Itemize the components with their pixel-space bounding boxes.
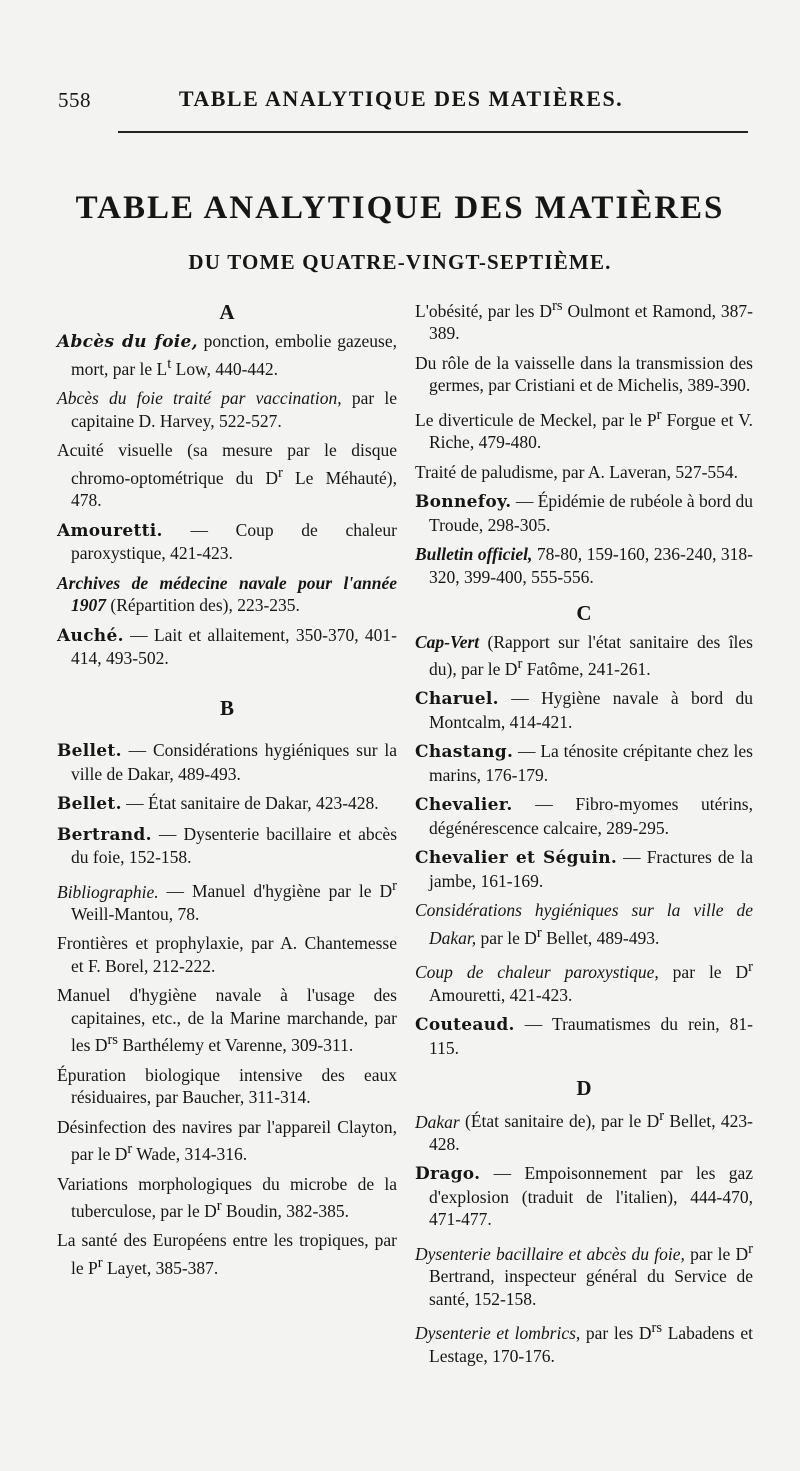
entry-text: Acuité visuelle (sa mesure par le disque chromo-optométrique du $D^r$ Le Méhauté), 478. bbox=[57, 440, 398, 511]
entry-text: Le diverticule de Meckel, par le $P^r$ Forgue et V. Riche, 479-480. bbox=[415, 406, 753, 453]
entry-keyword: Drago. bbox=[415, 1164, 481, 1185]
index-entry bbox=[57, 1173, 397, 1223]
index-entry bbox=[415, 740, 753, 786]
index-entry bbox=[57, 1229, 397, 1279]
entry-text: (État sanitaire de), par le $D^r$ Bellet, 423-428. bbox=[429, 1108, 753, 1154]
entry-text: par le $D^r$ Bertrand, inspecteur général du Service de santé, 152-158. bbox=[429, 1240, 753, 1309]
entry-text: — La ténosite crépitante chez les marins, 176-179. bbox=[429, 741, 753, 785]
entry-text: ponction, embolie gazeuse, mort, par le $L^t$ Low, 440-442. bbox=[71, 330, 397, 379]
entry-text: L'obésité, par les $D^{rs}$ Oulmont et Ramond, 387-389. bbox=[415, 298, 753, 344]
index-entry bbox=[415, 956, 753, 1006]
entry-keyword: Amouretti. bbox=[57, 520, 163, 541]
index-entry bbox=[57, 876, 397, 926]
index-entry bbox=[415, 793, 753, 839]
index-entry bbox=[415, 1162, 753, 1231]
entry-keyword: Cap-Vert bbox=[415, 631, 480, 652]
entry-keyword: Dakar bbox=[415, 1111, 460, 1132]
entry-text: Manuel d'hygiène navale à l'usage des capitaines, etc., de la Marine marchande, par les $D^{rs}$ Barthélemy et Varenne, 309-311. bbox=[57, 985, 397, 1056]
entry-keyword: Bibliographie. bbox=[57, 881, 159, 902]
entry-text: par le capitaine D. Harvey, 522-527. bbox=[71, 388, 397, 431]
index-entry bbox=[415, 1013, 753, 1059]
entry-keyword: Coup de chaleur paroxystique, bbox=[415, 962, 659, 983]
entry-text: — Manuel d'hygiène par le $D^r$ Weill-Mantou, 78. bbox=[71, 878, 397, 924]
index-entry bbox=[415, 846, 753, 892]
entry-text: — Dysenterie bacillaire et abcès du foie, 152-158. bbox=[71, 823, 397, 868]
section-letter-a: A bbox=[219, 300, 235, 324]
section-letter-d: D bbox=[576, 1076, 592, 1101]
index-entry bbox=[57, 1064, 397, 1109]
entry-text: par les $D^{rs}$ Labadens et Lestage, 170-176. bbox=[429, 1320, 753, 1366]
entry-text: — Considérations hygiéniques sur la ville de Dakar, 489-493. bbox=[71, 740, 397, 784]
index-entry bbox=[57, 387, 397, 432]
index-entry bbox=[415, 490, 753, 536]
entry-text: Traité de paludisme, par A. Laveran, 527-554. bbox=[415, 461, 739, 482]
index-entry bbox=[57, 572, 397, 617]
entry-keyword: Bertrand. bbox=[57, 824, 152, 845]
page-title: TABLE ANALYTIQUE DES MATIÈRES bbox=[75, 190, 725, 226]
index-entry bbox=[415, 295, 753, 345]
entry-keyword: Dysenterie et lombrics, bbox=[415, 1323, 581, 1344]
running-header bbox=[58, 78, 744, 118]
entry-keyword: Charuel. bbox=[415, 689, 499, 710]
entry-keyword: Abcès du foie traité par vaccination, bbox=[57, 388, 342, 409]
index-entry bbox=[57, 624, 397, 670]
header-rule bbox=[118, 131, 748, 133]
entry-keyword: Bonnefoy. bbox=[415, 492, 512, 513]
entry-keyword: Bellet. bbox=[57, 794, 122, 815]
index-entry bbox=[57, 519, 397, 565]
section-letter-b: B bbox=[219, 695, 234, 720]
page-subtitle: DU TOME QUATRE-VINGT-SEPTIÈME. bbox=[188, 250, 612, 274]
entry-text: Désinfection des navires par l'appareil Clayton, par le $D^r$ Wade, 314-316. bbox=[57, 1116, 397, 1165]
right-column bbox=[415, 295, 753, 1374]
entry-keyword: Couteaud. bbox=[415, 1015, 515, 1036]
index-entry bbox=[57, 792, 397, 816]
left-column bbox=[57, 295, 397, 1286]
entry-text: — Fibro-myomes utérins, dégénérescence calcaire, 289-295. bbox=[429, 794, 753, 838]
entry-text: par le $D^r$ Amouretti, 421-423. bbox=[429, 959, 753, 1005]
entry-keyword: Bulletin officiel, bbox=[415, 544, 533, 565]
index-entry bbox=[57, 1116, 397, 1166]
index-entry bbox=[415, 404, 753, 454]
entry-text: — Épidémie de rubéole à bord du Troude, 298-305. bbox=[429, 491, 753, 535]
page-number: 558 bbox=[58, 88, 91, 112]
index-entry bbox=[415, 1106, 753, 1156]
entry-keyword: Chastang. bbox=[415, 742, 514, 763]
index-entry bbox=[57, 439, 397, 511]
entry-text: — Empoisonnement par les gaz d'explosion (traduit de l'italien), 444-470, 471-477. bbox=[429, 1163, 753, 1230]
index-entry bbox=[415, 899, 753, 949]
entry-text: (Répartition des), 223-235. bbox=[106, 595, 300, 616]
entry-keyword: Abcès du foie, bbox=[57, 331, 198, 352]
index-entry bbox=[415, 461, 753, 484]
entry-text: Frontières et prophylaxie, par A. Chantemesse et F. Borel, 212-222. bbox=[57, 933, 397, 976]
index-entry bbox=[415, 352, 753, 397]
index-entry bbox=[415, 1238, 753, 1310]
entry-text: — Traumatismes du rein, 81-115. bbox=[429, 1014, 753, 1058]
index-entry bbox=[57, 739, 397, 785]
section-letter-c: C bbox=[576, 601, 592, 626]
entry-text: — Hygiène navale à bord du Montcalm, 414-421. bbox=[429, 688, 753, 732]
index-entry bbox=[415, 631, 753, 681]
entry-text: Variations morphologiques du microbe de la tuberculose, par le $D^r$ Boudin, 382-385. bbox=[57, 1173, 397, 1221]
entry-text: — Lait et allaitement, 350-370, 401-414, 493-502. bbox=[71, 624, 397, 669]
entry-text: — État sanitaire de Dakar, 423-428. bbox=[121, 793, 379, 814]
entry-keyword: Auché. bbox=[57, 625, 124, 646]
index-entry bbox=[415, 687, 753, 733]
index-entry bbox=[57, 932, 397, 977]
entry-text: La santé des Européens entre les tropiques, par le $P^r$ Layet, 385-387. bbox=[57, 1230, 397, 1278]
running-title: TABLE ANALYTIQUE DES MATIÈRES. bbox=[178, 86, 624, 111]
entry-text: — Fractures de la jambe, 161-169. bbox=[429, 847, 753, 891]
index-entry bbox=[57, 330, 397, 381]
entry-keyword: Archives de médecine navale pour l'année 1907 bbox=[57, 572, 397, 616]
entry-keyword: Chevalier et Séguin. bbox=[415, 848, 618, 869]
entry-text: Épuration biologique intensive des eaux résiduaires, par Baucher, 311-314. bbox=[57, 1064, 397, 1108]
entry-text: Du rôle de la vaisselle dans la transmission des germes, par Cristiani et de Michelis, 389-390. bbox=[415, 352, 753, 396]
entry-text: (Rapport sur l'état sanitaire des îles du), par le $D^r$ Fatôme, 241-261. bbox=[429, 631, 753, 679]
index-entry bbox=[57, 984, 397, 1056]
entry-keyword: Considérations hygiéniques sur la ville de Dakar, bbox=[415, 900, 753, 948]
entry-keyword: Bellet. bbox=[57, 741, 122, 762]
entry-text: — Coup de chaleur paroxystique, 421-423. bbox=[71, 519, 397, 564]
index-entry bbox=[415, 543, 753, 588]
entry-text: 78-80, 159-160, 236-240, 318-320, 399-400, 555-556. bbox=[429, 544, 753, 587]
index-entry bbox=[415, 1317, 753, 1367]
entry-text: par le $D^r$ Bellet, 489-493. bbox=[476, 924, 660, 948]
entry-keyword: Chevalier. bbox=[415, 795, 513, 816]
index-entry bbox=[57, 823, 397, 869]
entry-keyword: Dysenterie bacillaire et abcès du foie, bbox=[415, 1243, 685, 1264]
